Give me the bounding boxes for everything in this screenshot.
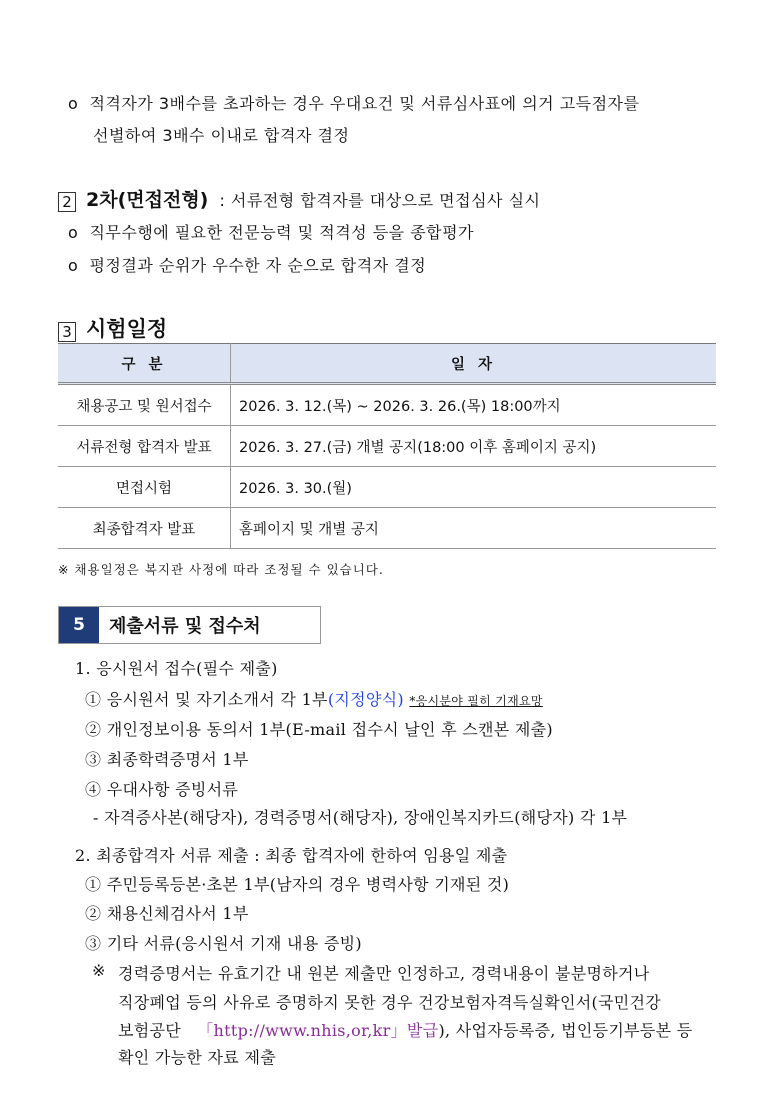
cell: 2026. 3. 12.(목) ~ 2026. 3. 26.(목) 18:00까지 <box>231 384 717 426</box>
section-3-heading <box>58 313 167 343</box>
sub-item: - 자격증사본(해당자), 경력증명서(해당자), 장애인복지카드(해당자) 각 1부 <box>93 808 628 827</box>
item-text: 최종학력증명서 1부 <box>106 750 249 769</box>
table-row <box>58 384 716 426</box>
cell: 2026. 3. 27.(금) 개별 공지(18:00 이후 홈페이지 공지) <box>231 426 717 467</box>
item-text: 응시원서 및 자기소개서 각 1부 <box>106 690 328 709</box>
bullet-text: 평정결과 순위가 우수한 자 순으로 합격자 결정 <box>89 256 427 275</box>
note-text: 경력증명서는 유효기간 내 원본 제출만 인정하고, 경력내용이 불분명하거나 <box>118 964 650 983</box>
section-5-heading <box>58 606 321 644</box>
schedule-note: ※ 채용일정은 복지관 사정에 따라 조정될 수 있습니다. <box>58 562 384 577</box>
table-row <box>58 426 716 467</box>
item-marker: ② <box>85 904 102 923</box>
cell: 채용공고 및 원서접수 <box>58 384 231 426</box>
section-desc: : 서류전형 합격자를 대상으로 면접심사 실시 <box>219 191 541 210</box>
cell: 서류전형 합격자 발표 <box>58 426 231 467</box>
table-header <box>58 344 716 384</box>
bullet-text: 직무수행에 필요한 전문능력 및 적격성 등을 종합평가 <box>89 223 475 242</box>
schedule-table <box>58 343 716 549</box>
section-number: 3 <box>58 322 76 342</box>
item-text: 주민등록등본·초본 1부(남자의 경우 병력사항 기재된 것) <box>106 875 510 894</box>
item-marker: ③ <box>85 934 102 953</box>
cell: 2026. 3. 30.(월) <box>231 467 717 508</box>
cell: 홈페이지 및 개별 공지 <box>231 508 717 549</box>
list-item <box>85 717 553 740</box>
item-marker: ③ <box>85 750 102 769</box>
list-item <box>85 931 362 954</box>
table-row <box>58 467 716 508</box>
nhis-link[interactable]: 「http://www.nhis,or,kr」발급 <box>197 1021 439 1040</box>
list-item <box>85 872 509 895</box>
item-marker: ④ <box>85 780 102 799</box>
section-2-heading <box>58 185 540 212</box>
note-text: 확인 가능한 자료 제출 <box>118 1048 276 1067</box>
item-text: 채용신체검사서 1부 <box>106 904 249 923</box>
note-text: 직장폐업 등의 사유로 증명하지 못한 경우 건강보험자격득실확인서(국민건강 <box>118 993 662 1012</box>
section-title: 제출서류 및 접수처 <box>109 616 261 637</box>
item-text: 개인정보이용 동의서 1부(E-mail 접수시 날인 후 스캔본 제출) <box>106 720 553 739</box>
bullet-text-cont: 선별하여 3배수 이내로 합격자 결정 <box>93 126 350 145</box>
table-row <box>58 508 716 549</box>
cell: 면접시험 <box>58 467 231 508</box>
note-marker: ※ <box>92 961 106 980</box>
cell: 최종합격자 발표 <box>58 508 231 549</box>
form-highlight: (지정양식) <box>327 690 404 709</box>
note-text <box>118 1018 693 1041</box>
bullet-marker: o <box>68 94 79 113</box>
bullet-line: o 직무수행에 필요한 전문능력 및 적격성 등을 종합평가 <box>68 223 475 242</box>
item-note: *응시분야 필히 기재요망 <box>409 694 543 708</box>
list-item <box>85 901 249 924</box>
item-text: 우대사항 증빙서류 <box>106 780 239 799</box>
bullet-line: o 평정결과 순위가 우수한 자 순으로 합격자 결정 <box>68 256 427 275</box>
bullet-line <box>68 91 639 114</box>
list-item <box>85 747 249 770</box>
bullet-text: 적격자가 3배수를 초과하는 경우 우대요건 및 서류심사표에 의거 고득점자를 <box>89 94 640 113</box>
item-marker: ② <box>85 720 102 739</box>
section-title: 시험일정 <box>86 317 168 341</box>
header-cell: 일 자 <box>231 344 717 384</box>
list-item <box>85 687 543 710</box>
part-title: 2. 최종합격자 서류 제출 : 최종 합격자에 한하여 임용일 제출 <box>75 846 508 865</box>
note-text-part: 보험공단 <box>118 1021 182 1040</box>
section-number: 5 <box>59 607 99 643</box>
item-marker: ① <box>85 875 102 894</box>
header-cell: 구 분 <box>58 344 231 384</box>
section-title: 2차(면접전형) <box>86 189 209 211</box>
list-item <box>85 777 238 800</box>
section-number: 2 <box>58 192 76 212</box>
item-text: 기타 서류(응시원서 기재 내용 증빙) <box>106 934 362 953</box>
item-marker: ① <box>85 690 102 709</box>
note-text-part: ), 사업자등록증, 법인등기부등본 등 <box>438 1021 693 1040</box>
part-title: 1. 응시원서 접수(필수 제출) <box>75 659 278 678</box>
